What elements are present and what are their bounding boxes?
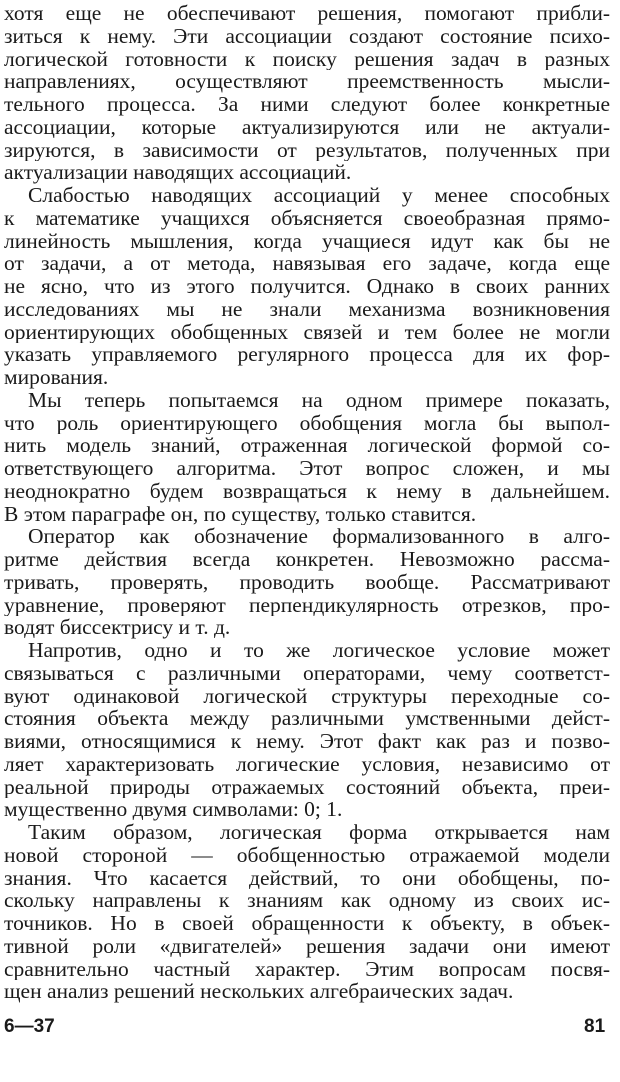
page-body-text bbox=[4, 2, 610, 1003]
page-number: 81 bbox=[584, 1016, 606, 1037]
text-line: реальной природы отражаемых состояний объекта, преи- bbox=[4, 775, 610, 799]
text-line: не ясно, что из этого получится. Однако в своих ранних bbox=[4, 275, 610, 298]
text-line: зируются, в зависимости от результатов, полученных при bbox=[4, 138, 610, 162]
text-line: Слабостью наводящих ассоциаций у менее способных bbox=[28, 184, 610, 207]
text-line: стояния объекта между различными умственными дейст- bbox=[4, 707, 610, 730]
text-line: скольку направлены к знаниям как одному из своих ис- bbox=[4, 889, 610, 912]
text-line: связываться с различными операторами, чему соответст- bbox=[4, 661, 610, 685]
text-line: тивной роли «двигателей» решения задачи они имеют bbox=[4, 934, 610, 958]
printer-signature-mark: 6—37 bbox=[4, 1016, 55, 1037]
paragraph bbox=[4, 2, 610, 184]
text-line: Оператор как обозначение формализованного в алго- bbox=[28, 525, 610, 548]
text-line: исследованиях мы не знали механизма возникновения bbox=[4, 297, 610, 321]
text-line: ритме действия всегда конкретен. Невозможно рассма- bbox=[4, 548, 610, 571]
text-line: неоднократно будем возвращаться к нему в дальнейшем. bbox=[4, 479, 610, 503]
text-line: водят биссектрису и т. д. bbox=[4, 616, 231, 639]
text-line: ответствующего алгоритма. Этот вопрос сложен, и мы bbox=[4, 457, 610, 480]
text-line: Мы теперь попытаемся на одном примере показать, bbox=[28, 388, 610, 412]
text-line: сравнительно частный характер. Этим вопросам посвя- bbox=[4, 957, 610, 981]
text-line: ориентирующих обобщенных связей и тем более не могли bbox=[4, 320, 610, 344]
text-line: направлениях, осуществляют преемственность мысли- bbox=[4, 70, 610, 93]
text-line: щен анализ решений нескольких алгебраических задач. bbox=[4, 980, 514, 1003]
paragraph bbox=[4, 821, 610, 1003]
paragraph bbox=[4, 389, 610, 526]
paragraph bbox=[4, 184, 610, 389]
text-line: точников. Но в своей обращенности к объекту, в объек- bbox=[4, 912, 610, 935]
text-line: В этом параграфе он, по существу, только ставится. bbox=[4, 502, 477, 526]
text-line: виями, относящимися к нему. Этот факт как раз и позво- bbox=[4, 730, 610, 753]
text-line: указать управляемого регулярного процесса для их фор- bbox=[4, 343, 610, 366]
text-line: Напротив, одно и то же логическое условие может bbox=[28, 639, 610, 662]
paragraph bbox=[4, 525, 610, 639]
text-line: линейность мышления, когда учащиеся идут как бы не bbox=[4, 229, 610, 253]
text-line: мирования. bbox=[4, 366, 109, 389]
text-line: Таким образом, логическая форма открывается нам bbox=[28, 821, 610, 844]
text-line: знания. Что касается действий, то они обобщены, по- bbox=[4, 866, 610, 890]
text-line: хотя еще не обеспечивают решения, помогают прибли- bbox=[4, 2, 610, 25]
text-line: тельного процесса. За ними следуют более конкретные bbox=[4, 93, 610, 116]
text-line: новой стороной — обобщенностью отражаемой модели bbox=[4, 843, 610, 867]
text-line: зиться к нему. Эти ассоциации создают состояние психо- bbox=[4, 24, 610, 48]
text-line: к математике учащихся объясняется своеобразная прямо- bbox=[4, 206, 610, 230]
text-line: нить модель знаний, отраженная логической формой со- bbox=[4, 434, 610, 457]
text-line: от задачи, а от метода, навязывая его задаче, когда еще bbox=[4, 252, 610, 275]
text-line: ляет характеризовать логические условия, независимо от bbox=[4, 752, 610, 776]
paragraph bbox=[4, 639, 610, 821]
text-line: ассоциации, которые актуализируются или не актуали- bbox=[4, 115, 610, 139]
text-line: логической готовности к поиску решения задач в разных bbox=[4, 47, 610, 71]
text-line: мущественно двумя символами: 0; 1. bbox=[4, 798, 343, 821]
text-line: актуализации наводящих ассоциаций. bbox=[4, 161, 352, 184]
text-line: уравнение, проверяют перпендикулярность отрезков, про- bbox=[4, 593, 610, 617]
text-line: что роль ориентирующего обобщения могла бы выпол- bbox=[4, 411, 610, 435]
text-line: вуют одинаковой логической структуры переходные со- bbox=[4, 684, 610, 708]
text-line: тривать, проверять, проводить вообще. Рассматривают bbox=[4, 570, 610, 594]
